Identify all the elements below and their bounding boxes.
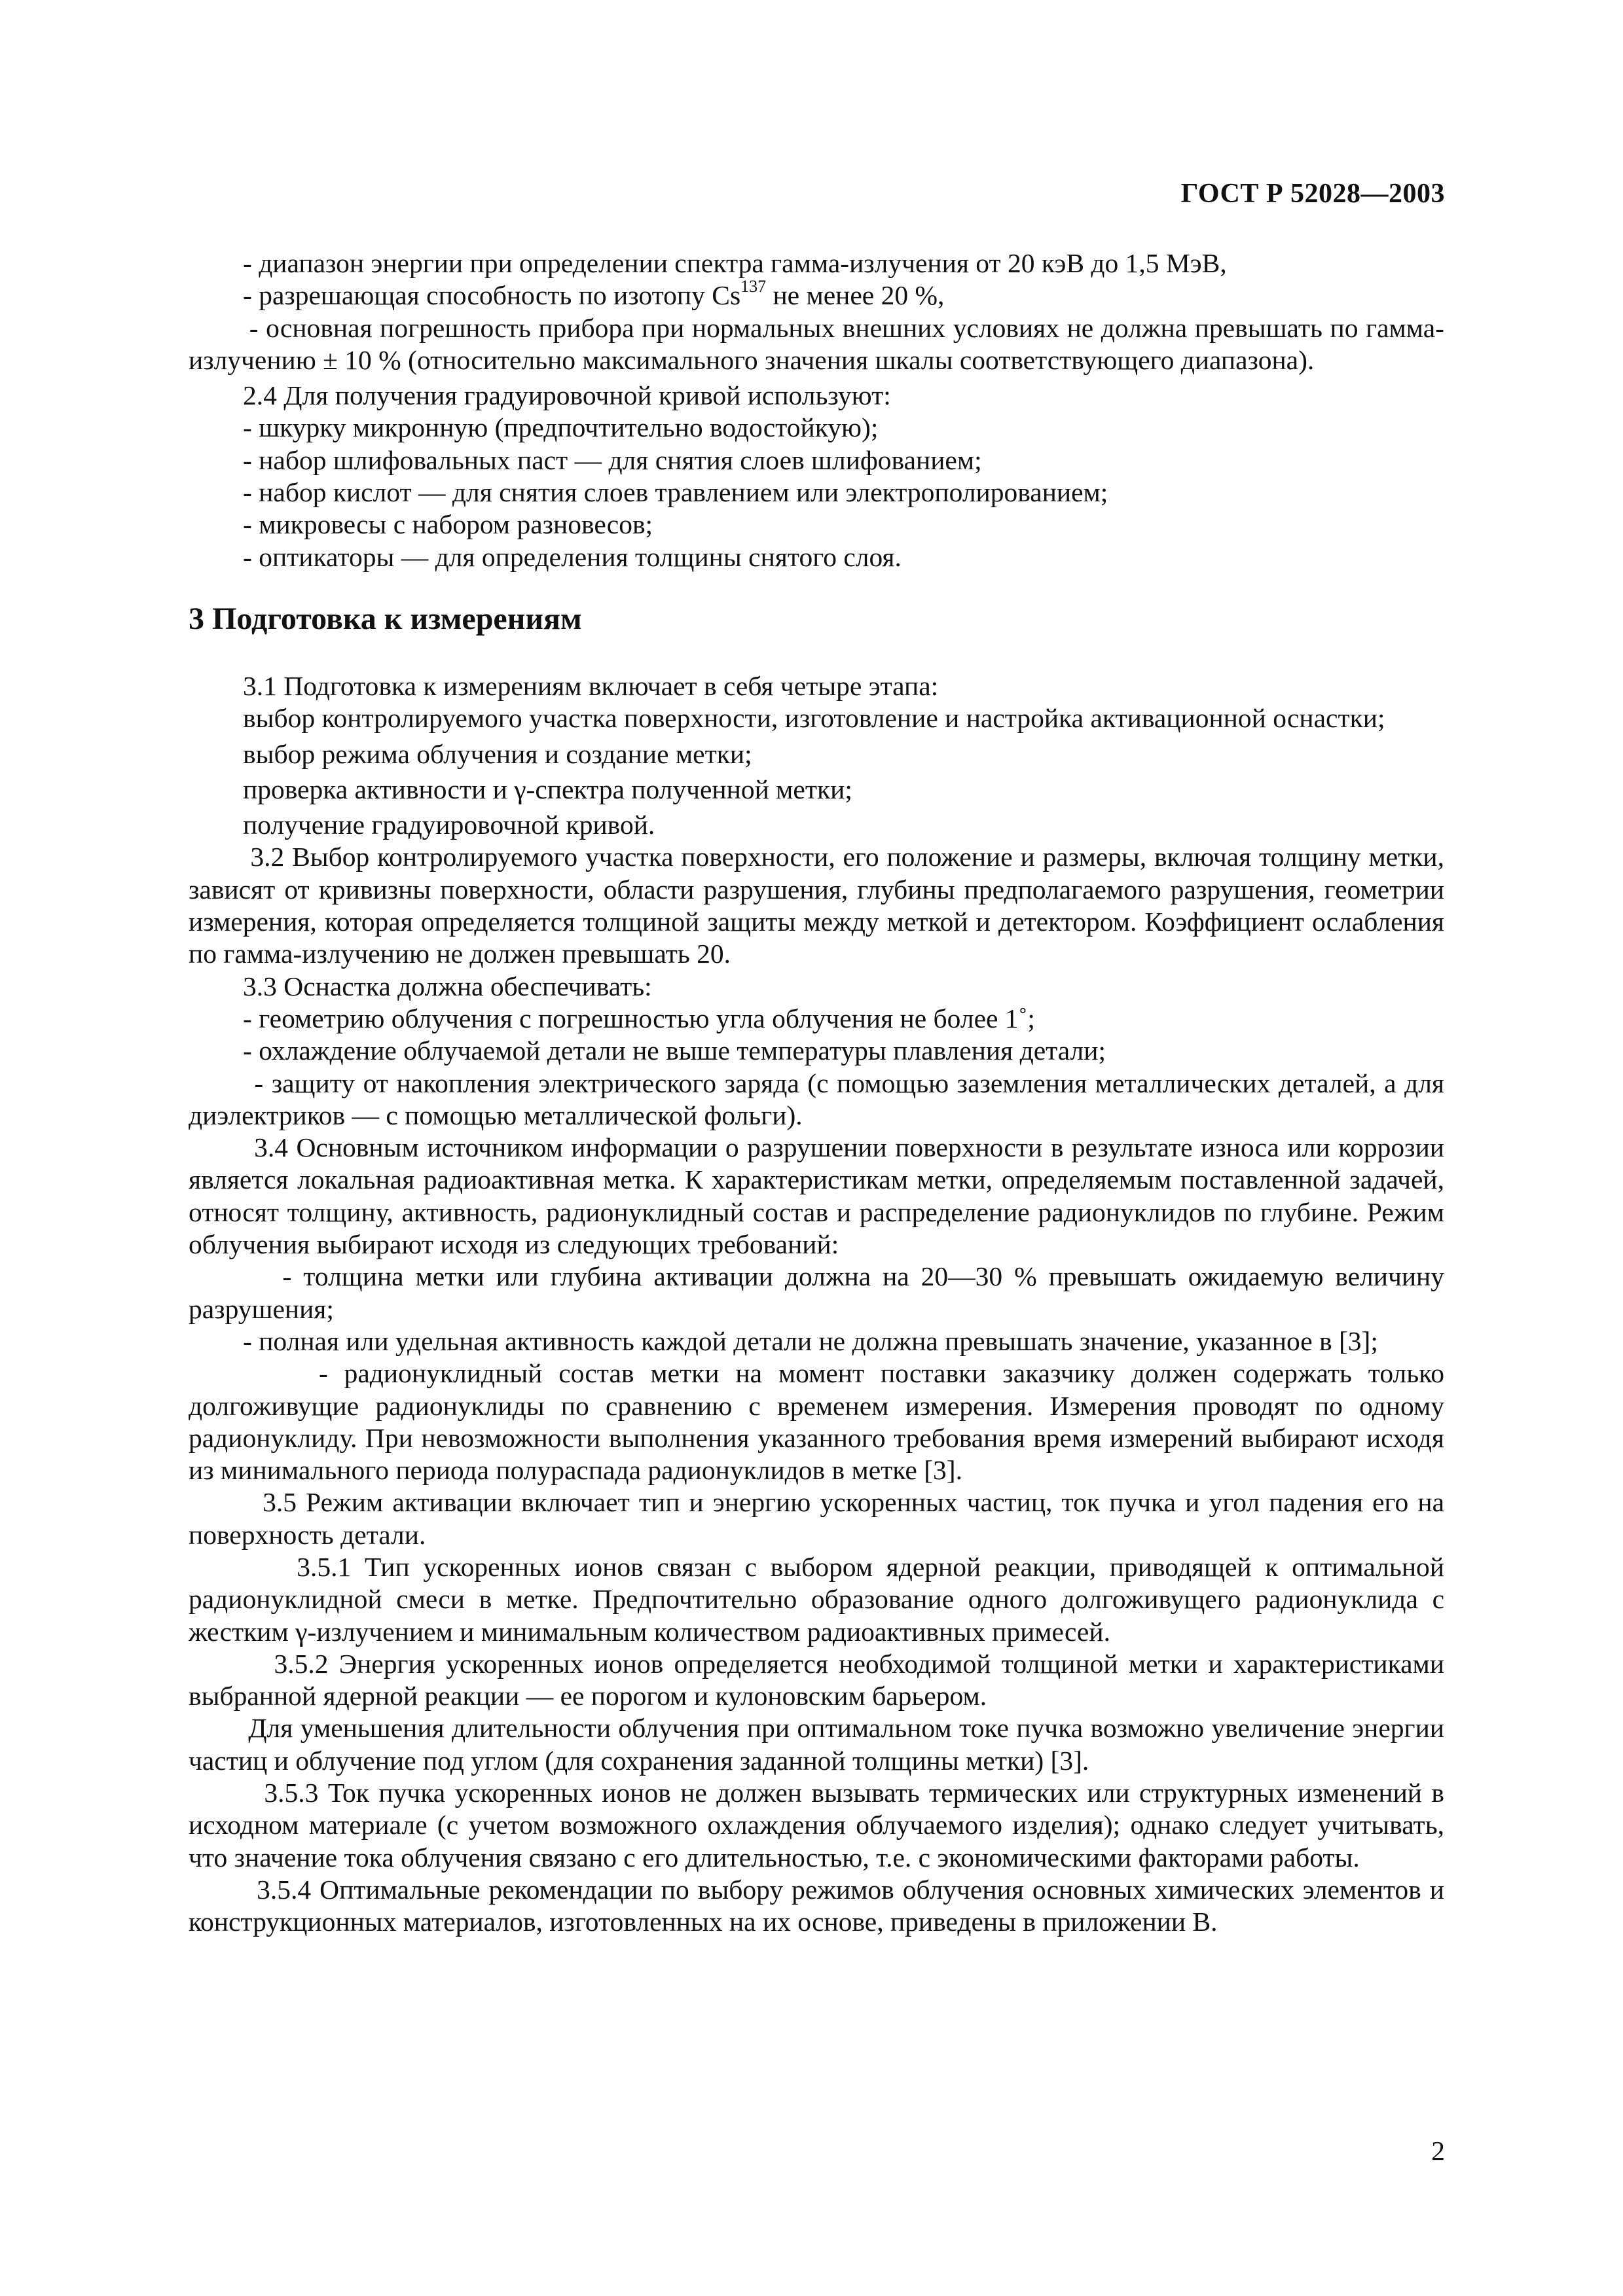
isotope-superscript: 137 <box>740 277 767 296</box>
document-body <box>189 247 1444 1939</box>
list-item: выбор контролируемого участка поверхности, изготовление и настройка активационной оснастки; <box>243 703 1385 734</box>
paragraph-3-1: 3.1 Подготовка к измерениям включает в себя четыре этапа: <box>243 670 939 701</box>
list-item: - охлаждение облучаемой детали не выше температуры плавления детали; <box>243 1035 1106 1066</box>
list-item: - оптикаторы — для определения толщины снятого слоя. <box>243 541 902 572</box>
list-item: - микровесы с набором разновесов; <box>243 509 653 540</box>
list-item: выбор режима облучения и создание метки; <box>243 738 752 769</box>
list-item: - шкурку микронную (предпочтительно водостойкую); <box>243 412 879 443</box>
paragraph-3-3: 3.3 Оснастка должна обеспечивать: <box>243 971 652 1001</box>
list-item <box>189 279 1444 312</box>
section-3-heading: 3 Подготовка к измерениям <box>189 601 582 636</box>
list-item: проверка активности и γ-спектра полученной метки; <box>243 774 852 804</box>
list-item: - набор шлифовальных паст — для снятия слоев шлифованием; <box>243 444 982 475</box>
list-item: - полная или удельная активность каждой детали не должна превышать значение, указанное в [3]; <box>243 1325 1378 1356</box>
resolution-text: - разрешающая способность по изотопу Cs <box>243 280 741 311</box>
error-text: - основная погрешность прибора при нормальных внешних условиях не должна превышать по гамма-излучению ± 10 % (относительно максимального значения шкалы соответствующего диапазона). <box>189 312 1444 375</box>
list-item: - толщина метки или глубина активации должна на 20—30 % превышать ожидаемую величину разрушения; <box>189 1261 1445 1324</box>
list-item: получение градуировочной кривой. <box>243 810 655 840</box>
list-item: - геометрию облучения с погрешностью угла облучения не более 1˚; <box>243 1003 1035 1033</box>
paragraph-3-4: 3.4 Основным источником информации о разрушении поверхности в результате износа или коррозии является локальная радиоактивная метка. К характеристикам метки, определяемым поставленной задачей, относят толщину, активность, радионуклидный состав и распределение радионуклидов по глубине. Режим облучения выбирают исходя из следующих требований: <box>189 1132 1444 1260</box>
paragraph-3-5-1: 3.5.1 Тип ускоренных ионов связан с выбором ядерной реакции, приводящей к оптимальной радионуклидной смеси в метке. Предпочтительно образование одного долгоживущего радионуклида с жестким γ-излучением и минимальным количеством радиоактивных примесей. <box>189 1551 1444 1647</box>
list-item: - набор кислот — для снятия слоев травлением или электрополированием; <box>243 477 1108 508</box>
paragraph-3-2: 3.2 Выбор контролируемого участка поверхности, его положение и размеры, включая толщину метки, зависят от кривизны поверхности, области разрушения, глубины предполагаемого разрушения, геометрии измерения, которая определяется толщиной защиты между меткой и детектором. Коэффициент ослабления по гамма-излучению не должен превышать 20. <box>189 842 1445 969</box>
energy-range-text: - диапазон энергии при определении спектра гамма-излучения от 20 кэВ до 1,5 МэВ, <box>243 248 1227 278</box>
paragraph-3-5-2: 3.5.2 Энергия ускоренных ионов определяется необходимой толщиной метки и характеристиками выбранной ядерной реакции — ее порогом и кулоновским барьером. <box>189 1648 1445 1712</box>
list-item <box>189 312 1444 377</box>
list-item <box>189 247 1444 279</box>
page-number: 2 <box>1431 2136 1445 2166</box>
paragraph-2-4: 2.4 Для получения градуировочной кривой используют: <box>243 380 891 411</box>
paragraph-3-5-2-continued: Для уменьшения длительности облучения при оптимальном токе пучка возможно увеличение энергии частиц и облучение под углом (для сохранения заданной толщины метки) [3]. <box>189 1713 1444 1776</box>
document-code-header: ГОСТ Р 52028—2003 <box>1180 179 1445 209</box>
resolution-suffix: не менее 20 %, <box>766 280 945 311</box>
paragraph-3-5: 3.5 Режим активации включает тип и энергию ускоренных частиц, ток пучка и угол падения его на поверхность детали. <box>189 1487 1444 1550</box>
paragraph-3-5-3: 3.5.3 Ток пучка ускоренных ионов не должен вызывать термических или структурных изменений в исходном материале (с учетом возможного охлаждения облучаемого изделия); однако следует учитывать, что значение тока облучения связано с его длительностью, т.е. с экономическими факторами работы. <box>189 1778 1445 1873</box>
list-item: - радионуклидный состав метки на момент поставки заказчику должен содержать только долгоживущие радионуклиды по сравнению с временем измерения. Измерения проводят по одному радионуклиду. При невозможности выполнения указанного требования время измерений выбирают исходя из минимального периода полураспада радионуклидов в метке [3]. <box>189 1358 1444 1486</box>
paragraph-3-5-4: 3.5.4 Оптимальные рекомендации по выбору режимов облучения основных химических элементов и конструкционных материалов, изготовленных на их основе, приведены в приложении В. <box>189 1874 1444 1937</box>
list-item: - защиту от накопления электрического заряда (с помощью заземления металлических деталей, а для диэлектриков — с помощью металлической фольги). <box>189 1067 1445 1130</box>
